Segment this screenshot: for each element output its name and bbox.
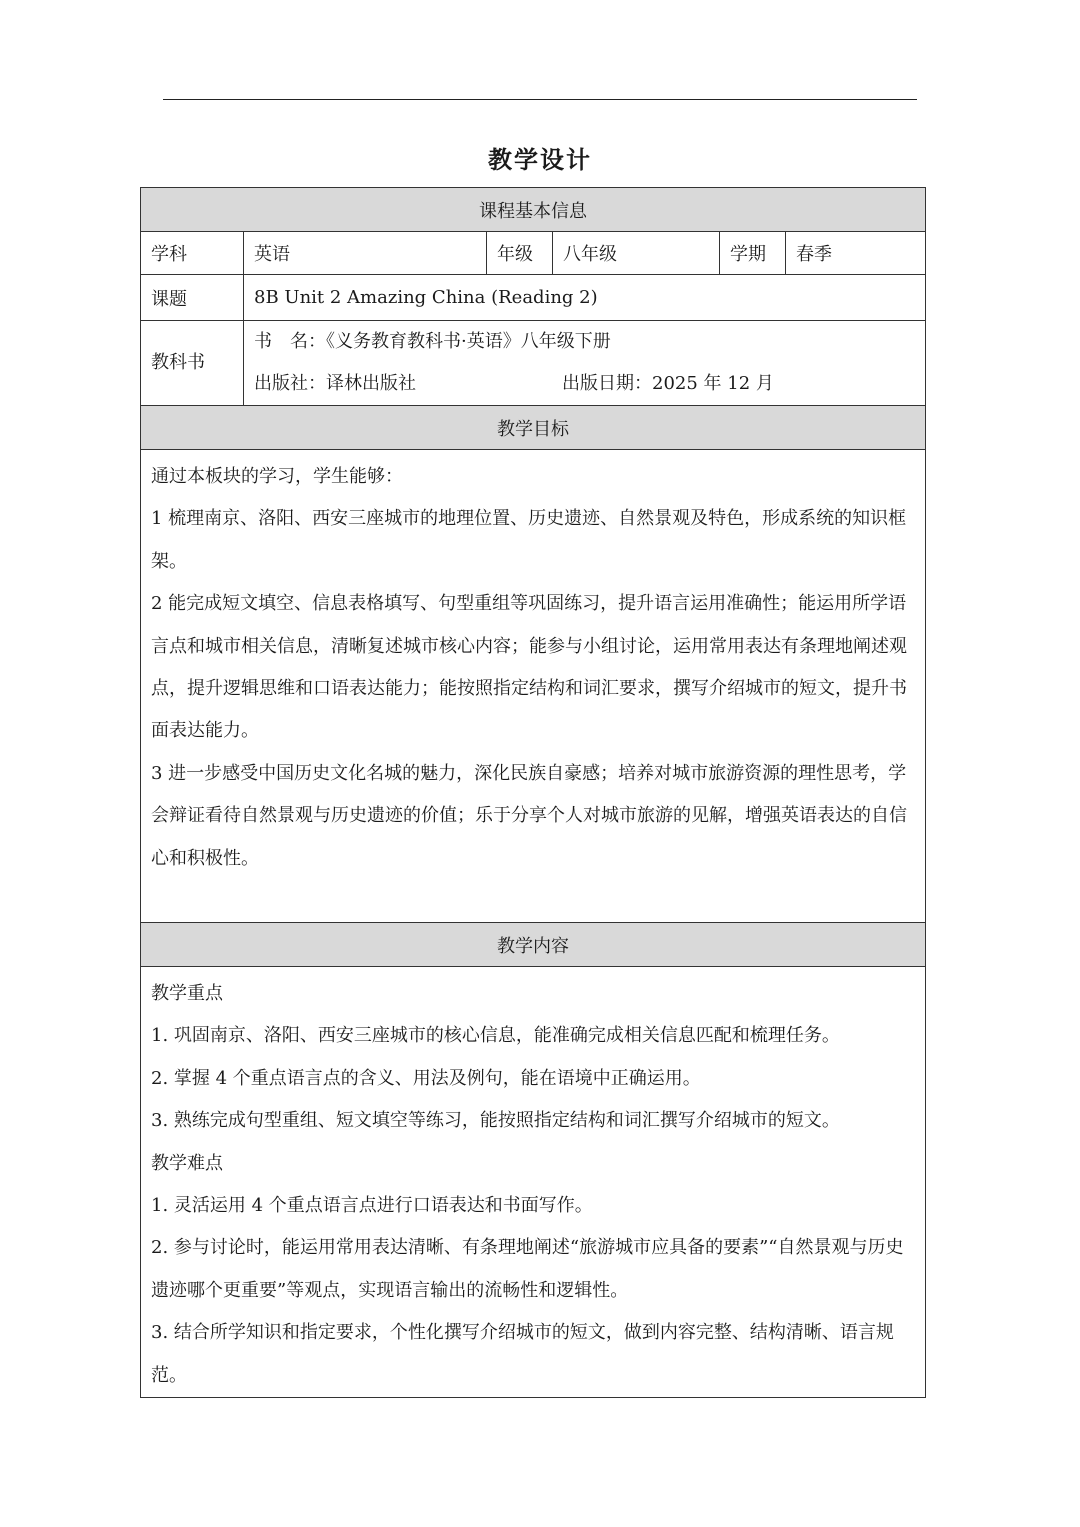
publisher-date-line	[254, 363, 915, 405]
textbook-details	[244, 321, 926, 406]
content-heading: 教学内容	[141, 923, 926, 967]
basic-info-heading: 课程基本信息	[141, 188, 926, 232]
topic-value: 8B Unit 2 Amazing China (Reading 2)	[244, 275, 926, 321]
goal-item: 1 梳理南京、洛阳、西安三座城市的地理位置、历史遗迹、自然景观及特色，形成系统的知识框架。	[151, 508, 907, 572]
goal-item: 3 进一步感受中国历史文化名城的魅力，深化民族自豪感；培养对城市旅游资源的理性思考，学会辩证看待自然景观与历史遗迹的价值；乐于分享个人对城市旅游的见解，增强英语表达的自信心和积极性。	[151, 762, 907, 869]
goal-item: 2 能完成短文填空、信息表格填写、句型重组等巩固练习，提升语言运用准确性；能运用所学语言点和城市相关信息，清晰复述城市核心内容；能参与小组讨论，运用常用表达有条理地阐述观点，提升逻辑思维和口语表达能力；能按照指定结构和词汇要求，撰写介绍城市的短文，提升书面表达能力。	[151, 593, 907, 742]
publish-date: 出版日期：2025 年 12 月	[562, 373, 774, 394]
difficulties-title: 教学难点	[151, 1152, 223, 1174]
key-point-item: 1. 巩固南京、洛阳、西安三座城市的核心信息，能准确完成相关信息匹配和梳理任务。	[151, 1025, 840, 1047]
lesson-plan-table	[140, 187, 926, 1398]
key-point-item: 3. 熟练完成句型重组、短文填空等练习，能按照指定结构和词汇撰写介绍城市的短文。	[151, 1110, 840, 1132]
goals-heading: 教学目标	[141, 406, 926, 450]
difficulty-item: 2. 参与讨论时，能运用常用表达清晰、有条理地阐述“旅游城市应具备的要素”“自然景观与历史遗迹哪个更重要”等观点，实现语言输出的流畅性和逻辑性。	[151, 1237, 904, 1301]
document-title: 教学设计	[488, 145, 592, 174]
grade-label: 年级	[487, 232, 553, 275]
grade-value: 八年级	[553, 232, 720, 275]
textbook-label: 教科书	[141, 321, 244, 406]
subject-label: 学科	[141, 232, 244, 275]
key-point-item: 2. 掌握 4 个重点语言点的含义、用法及例句，能在语境中正确运用。	[151, 1067, 701, 1089]
goals-intro: 通过本板块的学习，学生能够：	[151, 466, 403, 487]
difficulty-item: 1. 灵活运用 4 个重点语言点进行口语表达和书面写作。	[151, 1195, 593, 1217]
term-value: 春季	[786, 232, 926, 275]
topic-label: 课题	[141, 275, 244, 321]
term-label: 学期	[720, 232, 786, 275]
subject-value: 英语	[244, 232, 487, 275]
content-body	[141, 967, 926, 1398]
header-rule	[163, 99, 917, 100]
publisher: 出版社：译林出版社	[254, 373, 416, 394]
goals-body	[141, 450, 926, 923]
book-name: 书 名：《义务教育教科书·英语》八年级下册	[254, 331, 611, 352]
difficulty-item: 3. 结合所学知识和指定要求，个性化撰写介绍城市的短文，做到内容完整、结构清晰、语言规范。	[151, 1322, 894, 1386]
key-points-title: 教学重点	[151, 983, 223, 1004]
